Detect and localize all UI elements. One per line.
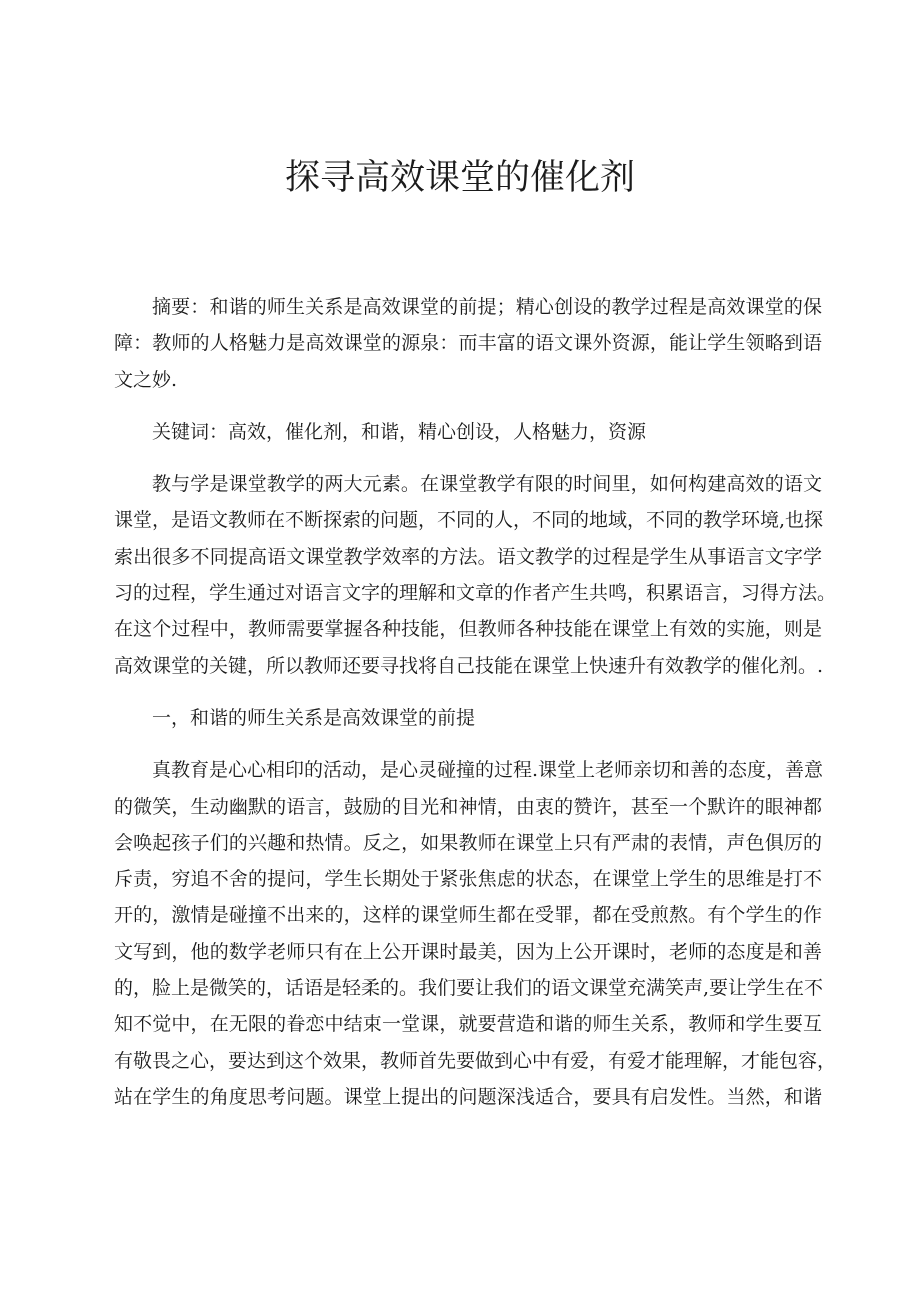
document-body	[114, 289, 837, 1115]
section1-line: 有敬畏之心，要达到这个效果，教师首先要做到心中有爱，有爱才能理解，才能包容，	[114, 1049, 837, 1072]
abstract-line: 障：教师的人格魅力是高效课堂的源泉：而丰富的语文课外资源，能让学生领略到语	[114, 332, 822, 355]
intro-line: 高效课堂的关键，所以教师还要寻找将自己技能在课堂上快速升有效教学的催化剂。.	[114, 654, 824, 677]
intro-line: 在这个过程中，教师需要掌握各种技能，但教师各种技能在课堂上有效的实施，则是	[114, 618, 822, 641]
document-title: 探寻高效课堂的催化剂	[284, 158, 635, 198]
abstract-paragraph	[114, 289, 822, 398]
keywords-line: 关键词：高效，催化剂，和谐，精心创设，人格魅力，资源	[152, 420, 647, 443]
section1-line: 知不觉中，在无限的眷恋中结束一堂课，就要营造和谐的师生关系，教师和学生要互	[114, 1013, 822, 1036]
section1-paragraph	[114, 752, 837, 1115]
section1-line: 的微笑，生动幽默的语言，鼓励的目光和神情，由衷的赞许，甚至一个默许的眼神都	[114, 795, 822, 818]
intro-line: 习的过程，学生通过对语言文字的理解和文章的作者产生共鸣，积累语言，习得方法。	[114, 582, 837, 605]
section1-line: 站在学生的角度思考问题。课堂上提出的问题深浅适合，要具有启发性。当然，和谐	[114, 1085, 822, 1108]
abstract-line: 摘要：和谐的师生关系是高效课堂的前提；精心创设的教学过程是高效课堂的保	[152, 296, 822, 318]
keywords-paragraph	[114, 414, 822, 450]
section-heading-line: 一，和谐的师生关系是高效课堂的前提	[152, 706, 476, 729]
section1-line: 开的，激情是碰撞不出来的，这样的课堂师生都在受罪，都在受煎熬。有个学生的作	[114, 904, 822, 927]
section1-line: 会唤起孩子们的兴趣和热情。反之，如果教师在课堂上只有严肃的表情，声色俱厉的	[114, 831, 822, 854]
intro-line: 教与学是课堂教学的两大元素。在课堂教学有限的时间里，如何构建高效的语文	[152, 473, 822, 496]
section1-line: 真教育是心心相印的活动，是心灵碰撞的过程.课堂上老师亲切和善的态度，善意	[152, 759, 824, 782]
paragraph-gap	[114, 450, 822, 466]
section1-heading	[114, 700, 822, 736]
section1-line: 文写到，他的数学老师只有在上公开课时最美，因为上公开课时，老师的态度是和善	[114, 940, 822, 963]
section1-line: 的，脸上是微笑的，话语是轻柔的。我们要让我们的语文课堂充满笑声,要让学生在不	[114, 977, 824, 1000]
intro-paragraph	[114, 466, 837, 684]
paragraph-gap	[114, 684, 822, 700]
intro-line: 索出很多不同提高语文课堂教学效率的方法。语文教学的过程是学生从事语言文字学	[114, 545, 822, 568]
intro-line: 课堂，是语文教师在不断探索的问题，不同的人，不同的地域，不同的教学环境,也探	[114, 509, 824, 532]
section1-line: 斥责，穷追不舍的提问，学生长期处于紧张焦虑的状态，在课堂上学生的思维是打不	[114, 868, 822, 891]
abstract-line: 文之妙.	[114, 368, 178, 391]
paragraph-gap	[114, 736, 822, 752]
paragraph-gap	[114, 398, 822, 414]
